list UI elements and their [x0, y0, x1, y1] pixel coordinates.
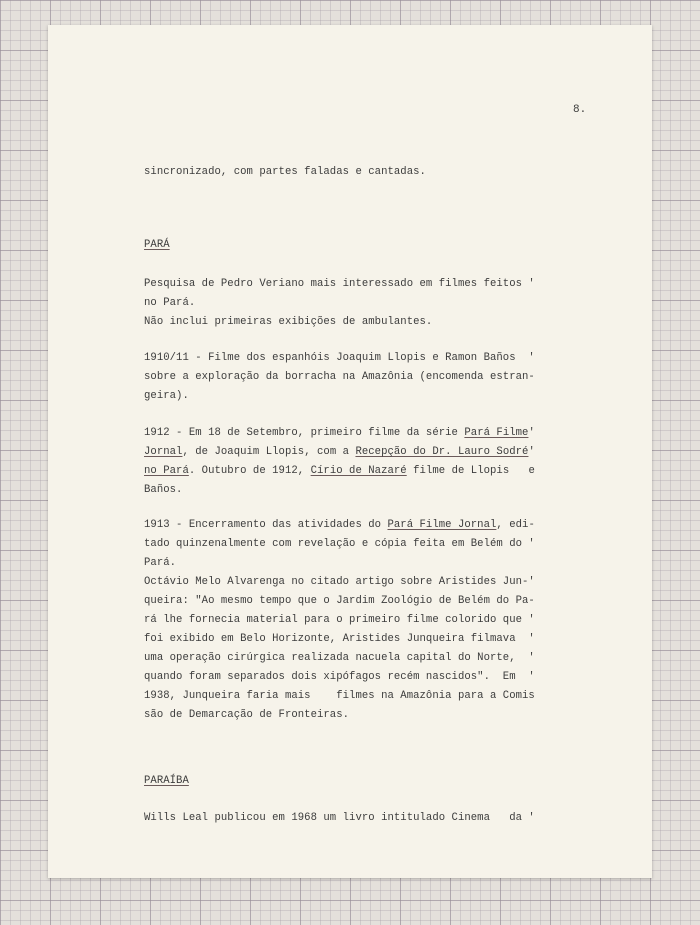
- p3-line-2: Jornal, de Joaquim Llopis, com a Recepção do Dr. Lauro Sodré': [144, 446, 535, 458]
- p4-line-9: quando foram separados dois xipófagos recém nascidos". Em ': [144, 671, 535, 683]
- p4-line-4: Octávio Melo Alvarenga no citado artigo sobre Aristides Jun-': [144, 576, 535, 588]
- intro-line: sincronizado, com partes faladas e cantadas.: [144, 166, 426, 178]
- p1-line-2: no Pará.: [144, 297, 196, 309]
- p1-line-3: Não inclui primeiras exibições de ambulantes.: [144, 316, 433, 328]
- recepcao-title: Recepção do Dr. Lauro Sodré: [355, 446, 529, 458]
- heading-para: PARÁ: [144, 239, 170, 251]
- p1-line-1: Pesquisa de Pedro Veriano mais interessado em filmes feitos ': [144, 278, 535, 290]
- p4-line-3: Pará.: [144, 557, 177, 569]
- p4-line-5: queira: "Ao mesmo tempo que o Jardim Zoológio de Belém do Pa-: [144, 595, 535, 607]
- p4-line-2: tado quinzenalmente com revelação e cópia feita em Belém do ': [144, 538, 535, 550]
- para-filme-jornal-title: Pará Filme: [464, 427, 529, 439]
- p4-line-11: são de Demarcação de Fronteiras.: [144, 709, 350, 721]
- heading-paraiba: PARAÍBA: [144, 775, 189, 787]
- p4-line-1: 1913 - Encerramento das atividades do Pará Filme Jornal, edi-: [144, 519, 535, 531]
- p4-line-6: rá lhe fornecia material para o primeiro filme colorido que ': [144, 614, 535, 626]
- page-number: 8.: [573, 104, 587, 116]
- p2-line-3: geira).: [144, 390, 189, 402]
- p4-line-10: 1938, Junqueira faria mais filmes na Amazônia para a Comis: [144, 690, 535, 702]
- p3-line-4: Baños.: [144, 484, 183, 496]
- p3-line-1: 1912 - Em 18 de Setembro, primeiro filme da série Pará Filme': [144, 427, 535, 439]
- p2-line-1: 1910/11 - Filme dos espanhóis Joaquim Llopis e Ramon Baños ': [144, 352, 535, 364]
- p4-line-7: foi exibido em Belo Horizonte, Aristides Junqueira filmava ': [144, 633, 535, 645]
- p4-line-8: uma operação cirúrgica realizada nacuela capital do Norte, ': [144, 652, 535, 664]
- p5-line-1: Wills Leal publicou em 1968 um livro intitulado Cinema da ': [144, 812, 535, 824]
- p3-line-3: no Pará. Outubro de 1912, Círio de Nazaré filme de Llopis e: [144, 465, 535, 477]
- p2-line-2: sobre a exploração da borracha na Amazônia (encomenda estran-: [144, 371, 535, 383]
- cirio-title: Círio de Nazaré: [310, 465, 407, 477]
- para-filme-jornal-title-2: Pará Filme Jornal: [387, 519, 497, 531]
